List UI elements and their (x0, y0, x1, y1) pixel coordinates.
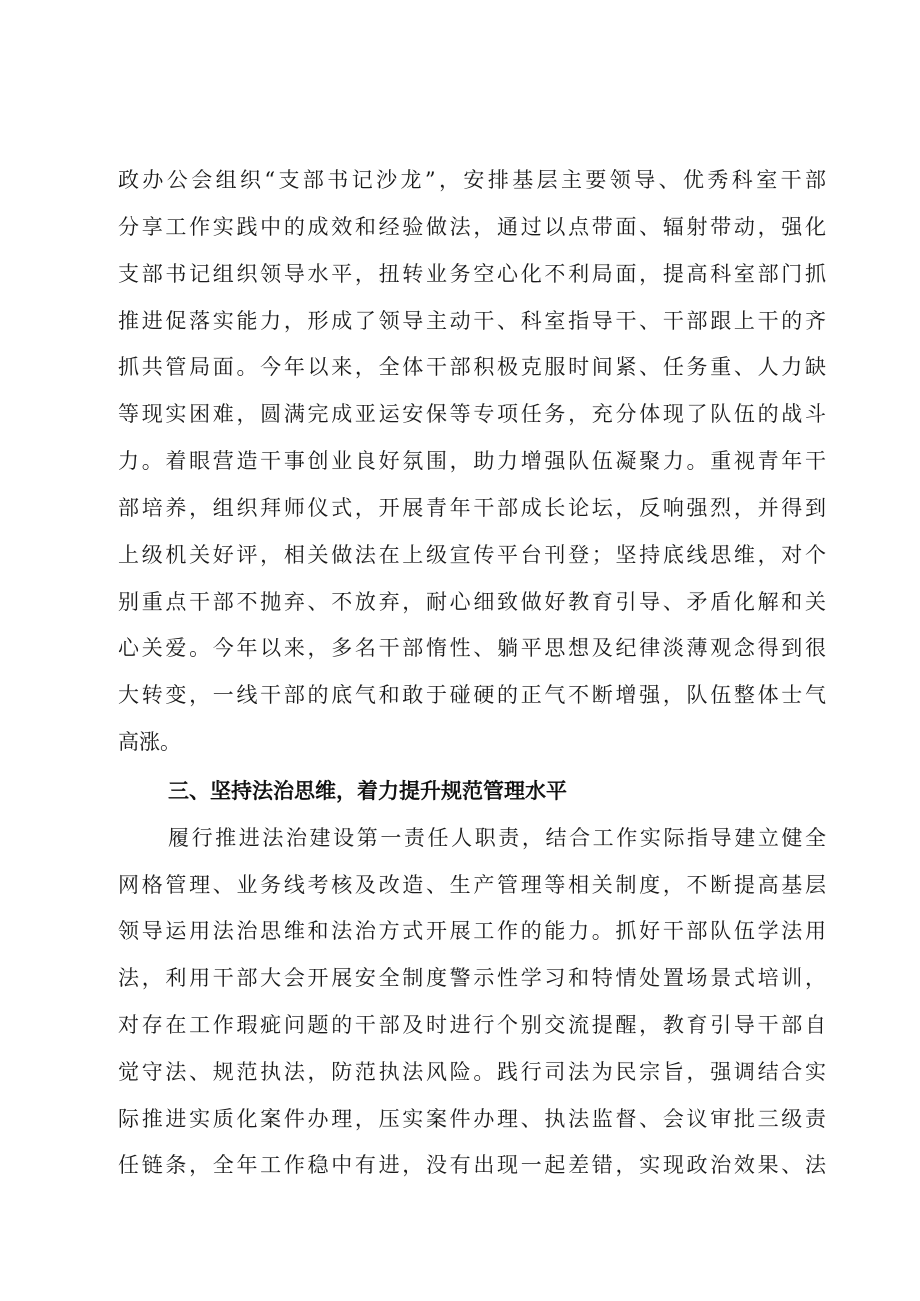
paragraph-1-line: 政办公会组织“支部书记沙龙”，安排基层主要领导、优秀科室干部 (118, 168, 826, 192)
paragraph-1-line: 心关爱。今年以来，多名干部惰性、躺平思想及纪律淡薄观念得到很 (118, 636, 826, 660)
section-heading: 三、坚持法治思维，着力提升规范管理水平 (168, 779, 567, 803)
paragraph-1-line: 部培养，组织拜师仪式，开展青年干部成长论坛，反响强烈，并得到 (118, 496, 826, 520)
paragraph-2-line: 履行推进法治建设第一责任人职责，结合工作实际指导建立健全 (168, 826, 826, 850)
paragraph-1-line: 等现实困难，圆满完成亚运安保等专项任务，充分体现了队伍的战斗 (118, 402, 826, 426)
paragraph-2-line: 觉守法、规范执法，防范执法风险。践行司法为民宗旨，强调结合实 (118, 1060, 826, 1084)
paragraph-2-line: 法，利用干部大会开展安全制度警示性学习和特情处置场景式培训， (118, 966, 826, 990)
paragraph-1-line: 大转变，一线干部的底气和敢于碰硬的正气不断增强，队伍整体士气 (118, 683, 826, 707)
paragraph-2-line: 际推进实质化案件办理，压实案件办理、执法监督、会议审批三级责 (118, 1107, 826, 1131)
paragraph-1-line: 分享工作实践中的成效和经验做法，通过以点带面、辐射带动，强化 (118, 215, 826, 239)
paragraph-2-line: 对存在工作瑕疵问题的干部及时进行个别交流提醒，教育引导干部自 (118, 1013, 826, 1037)
paragraph-1-line: 上级机关好评，相关做法在上级宣传平台刊登；坚持底线思维，对个 (118, 543, 826, 567)
paragraph-1-line: 抓共管局面。今年以来，全体干部积极克服时间紧、任务重、人力缺 (118, 355, 826, 379)
paragraph-2-line: 领导运用法治思维和法治方式开展工作的能力。抓好干部队伍学法用 (118, 919, 826, 943)
paragraph-1-line: 别重点干部不抛弃、不放弃，耐心细致做好教育引导、矛盾化解和关 (118, 590, 826, 614)
paragraph-2-line: 任链条，全年工作稳中有进，没有出现一起差错，实现政治效果、法 (118, 1153, 826, 1177)
paragraph-1-line: 支部书记组织领导水平，扭转业务空心化不利局面，提高科室部门抓 (118, 262, 826, 286)
paragraph-1-line: 高涨。 (118, 730, 181, 754)
paragraph-1-line: 推进促落实能力，形成了领导主动干、科室指导干、干部跟上干的齐 (118, 309, 826, 333)
paragraph-1-line: 力。着眼营造干事创业良好氛围，助力增强队伍凝聚力。重视青年干 (118, 449, 826, 473)
paragraph-2-line: 网格管理、业务线考核及改造、生产管理等相关制度，不断提高基层 (118, 873, 826, 897)
